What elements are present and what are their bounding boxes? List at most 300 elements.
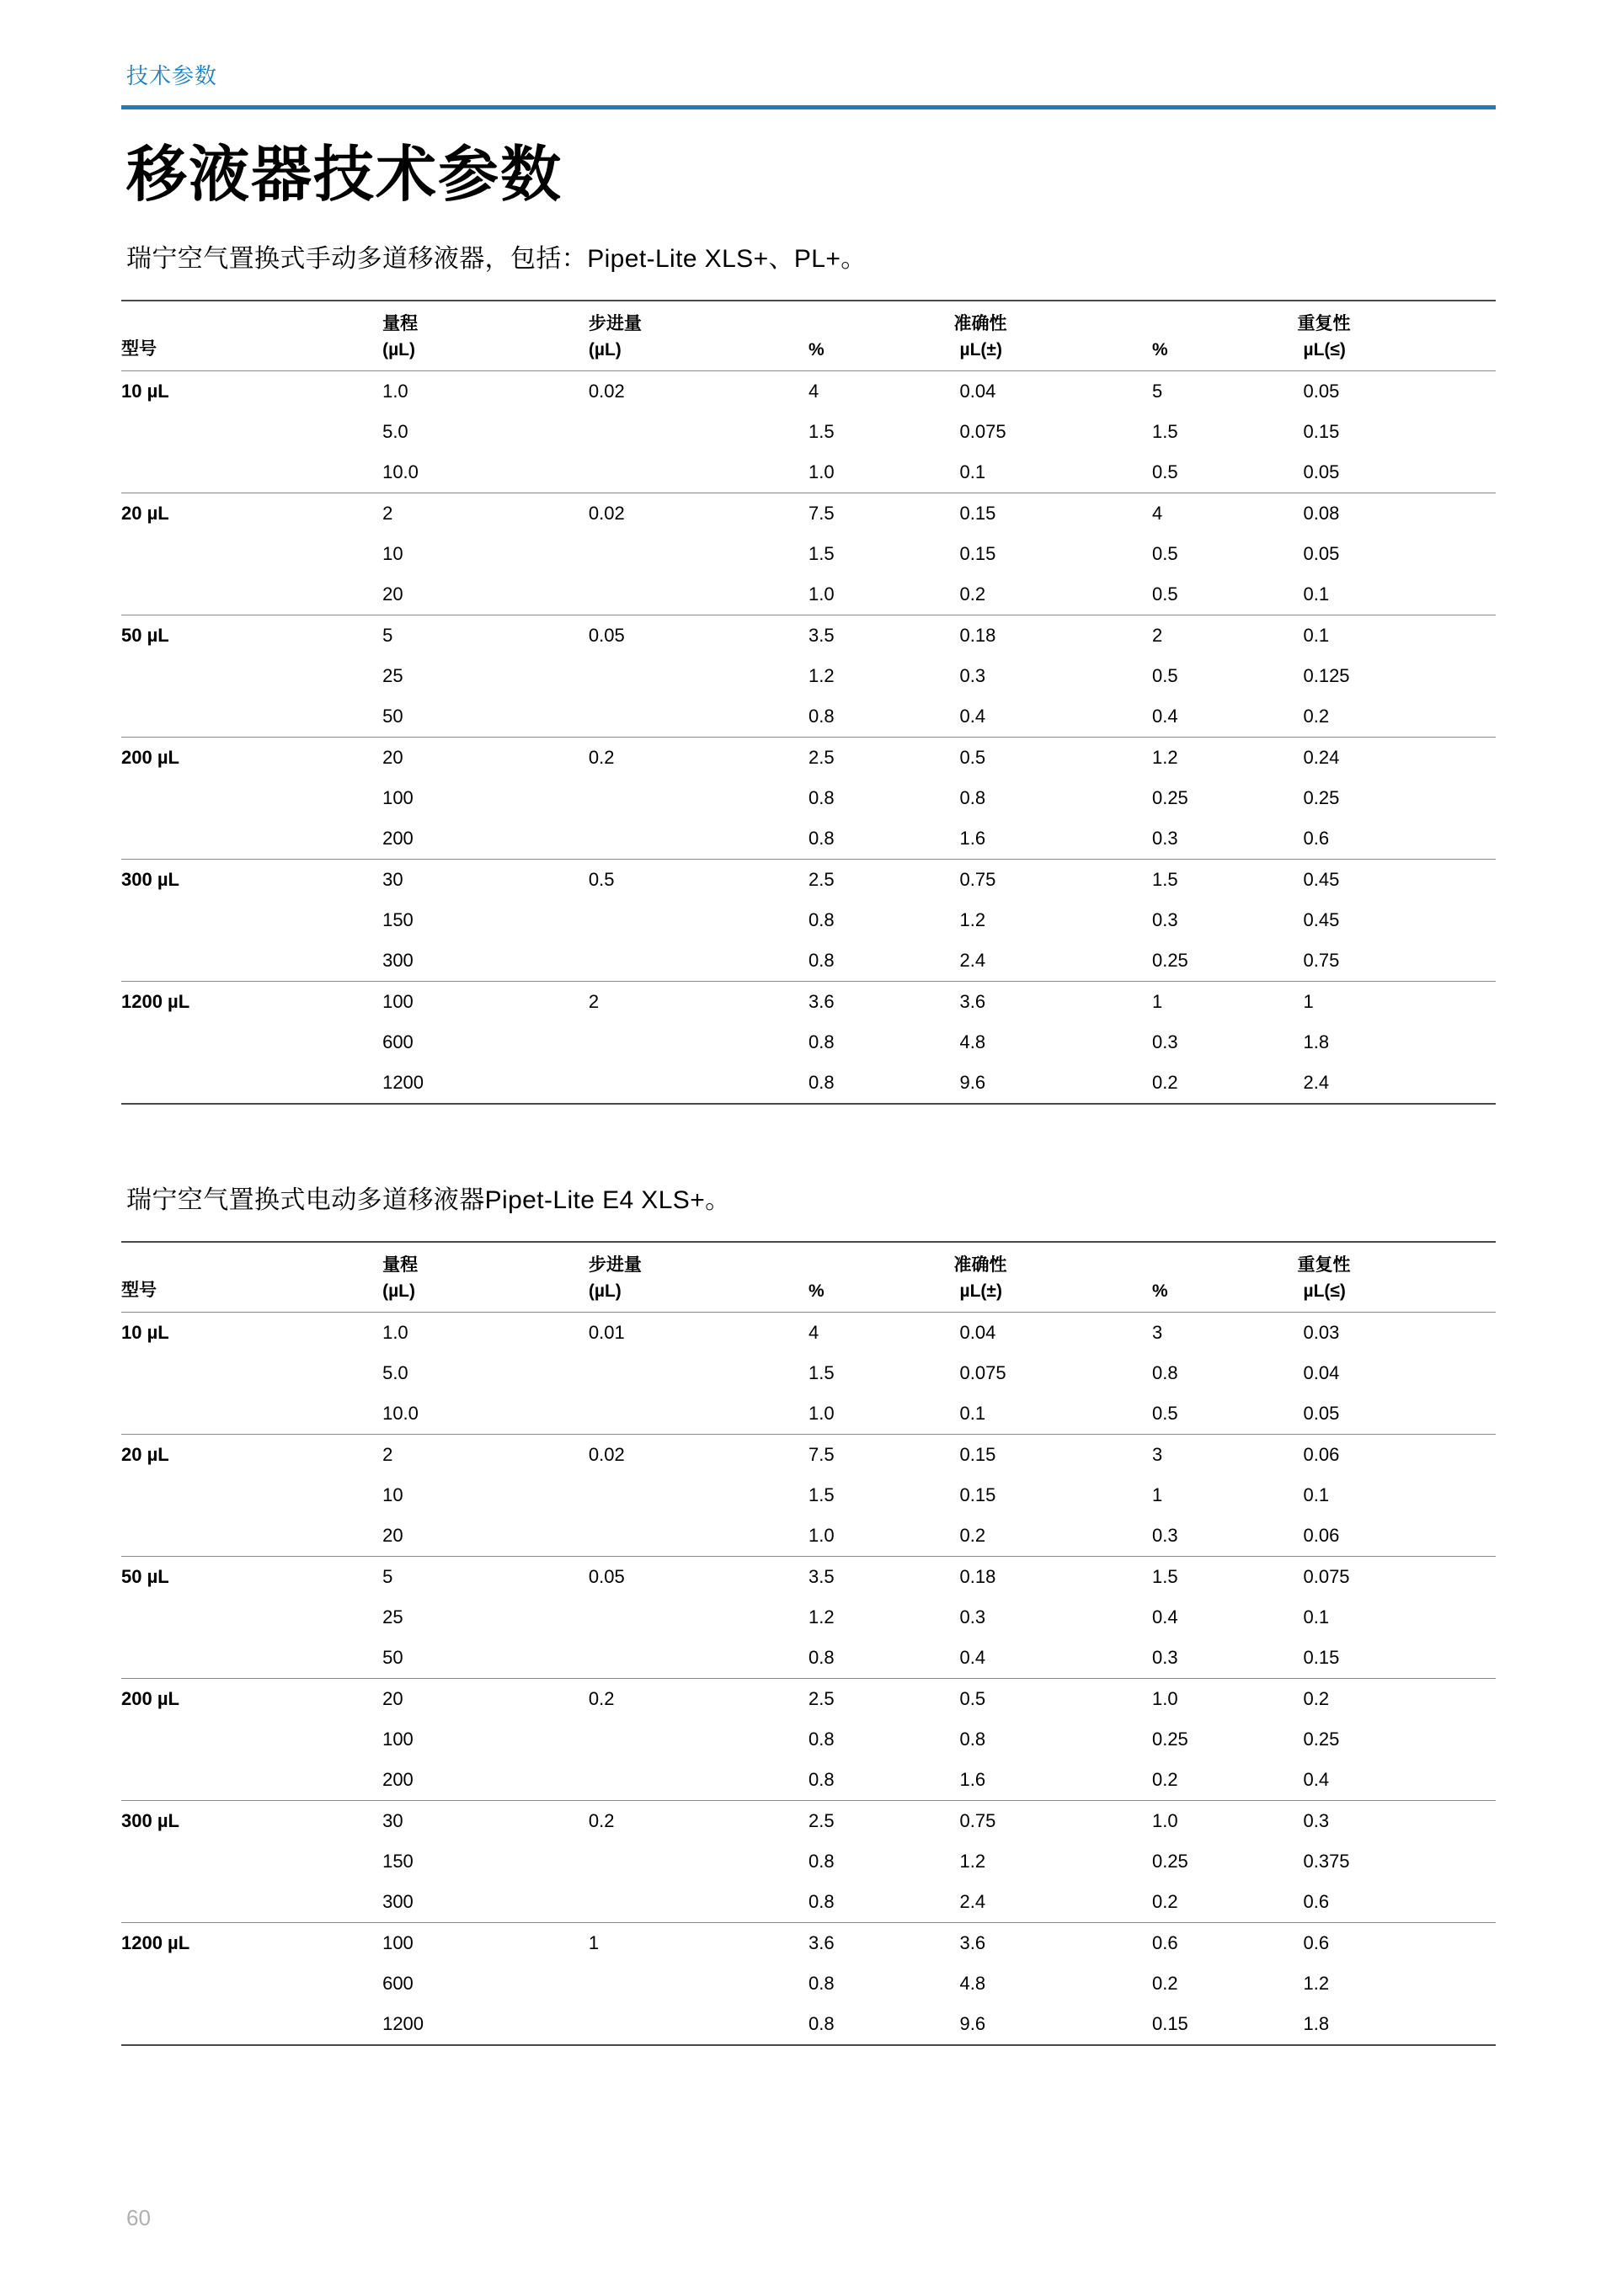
cell-accuracy-ul: 9.6 <box>960 1063 1152 1104</box>
cell-repeatability-ul: 1 <box>1303 981 1496 1022</box>
cell-increment <box>589 412 808 452</box>
cell-increment: 0.01 <box>589 1312 808 1353</box>
cell-accuracy-pct: 1.5 <box>808 420 835 442</box>
cell-model <box>121 1022 382 1063</box>
table-row <box>121 1719 1496 1760</box>
cell-increment <box>589 1841 808 1882</box>
cell-accuracy-pct: 0.8 <box>808 786 835 808</box>
cell-accuracy-ul: 2.4 <box>959 1890 986 1912</box>
cell-repeatability-pct: 0.3 <box>1151 908 1178 930</box>
cell-model <box>121 1393 382 1435</box>
cell-increment: 0.02 <box>589 370 808 412</box>
spec-table-electronic <box>121 1241 1496 2046</box>
cell-range: 2 <box>382 493 589 534</box>
cell-model: 300 µL <box>121 859 382 900</box>
cell-accuracy-pct: 2.5 <box>808 859 960 900</box>
cell-accuracy-ul: 0.75 <box>960 1800 1152 1841</box>
cell-range: 150 <box>382 1850 414 1872</box>
cell-repeatability-ul: 0.1 <box>1303 615 1496 656</box>
cell-repeatability-pct: 1.5 <box>1152 1556 1304 1597</box>
cell-repeatability-ul: 1.8 <box>1303 1031 1330 1052</box>
cell-model: 1200 µL <box>121 981 382 1022</box>
cell-accuracy-ul: 0.075 <box>959 420 1006 442</box>
cell-model: 10 µL <box>121 370 382 412</box>
cell-accuracy-ul: 9.6 <box>960 2004 1152 2045</box>
cell-repeatability-pct: 3 <box>1152 1434 1304 1475</box>
cell-repeatability-ul: 0.75 <box>1303 949 1340 971</box>
cell-repeatability-pct: 0.15 <box>1152 2004 1304 2045</box>
cell-repeatability-ul: 0.25 <box>1303 1728 1340 1750</box>
cell-accuracy-pct: 1.2 <box>808 664 835 686</box>
cell-repeatability-ul: 0.06 <box>1303 1524 1340 1546</box>
cell-increment <box>589 656 808 696</box>
cell-repeatability-pct: 1.5 <box>1151 420 1178 442</box>
cell-repeatability-ul: 0.1 <box>1303 583 1330 605</box>
cell-range: 10 <box>382 1484 403 1505</box>
cell-model <box>121 1353 382 1393</box>
cell-repeatability-pct: 0.8 <box>1151 1361 1178 1383</box>
cell-accuracy-pct: 4 <box>808 1312 960 1353</box>
cell-accuracy-pct: 0.8 <box>808 1972 835 1994</box>
cell-accuracy-ul: 3.6 <box>960 1922 1152 1963</box>
table-row <box>121 412 1496 452</box>
cell-repeatability-ul: 1.8 <box>1303 2004 1496 2045</box>
cell-accuracy-ul: 1.2 <box>959 1850 986 1872</box>
cell-repeatability-ul: 0.375 <box>1303 1850 1350 1872</box>
table-row <box>121 1434 1496 1475</box>
cell-range: 600 <box>382 1031 414 1052</box>
cell-accuracy-pct: 0.8 <box>808 1728 835 1750</box>
cell-range: 300 <box>382 949 414 971</box>
cell-repeatability-pct: 0.3 <box>1151 1524 1178 1546</box>
cell-increment: 0.02 <box>589 493 808 534</box>
cell-model <box>121 1882 382 1923</box>
cell-repeatability-pct: 0.25 <box>1151 1850 1188 1872</box>
cell-model: 20 µL <box>121 1434 382 1475</box>
table-row <box>121 1353 1496 1393</box>
cell-increment <box>589 778 808 818</box>
table-row <box>121 370 1496 412</box>
cell-model <box>121 1063 382 1104</box>
table-row <box>121 1393 1496 1435</box>
cell-repeatability-pct: 1 <box>1152 981 1304 1022</box>
cell-accuracy-pct: 3.6 <box>808 981 960 1022</box>
cell-increment <box>589 696 808 738</box>
cell-accuracy-ul: 0.075 <box>959 1361 1006 1383</box>
cell-repeatability-ul: 0.15 <box>1303 1646 1340 1668</box>
cell-accuracy-pct: 0.8 <box>808 2004 960 2045</box>
cell-repeatability-pct: 0.6 <box>1152 1922 1304 1963</box>
col-header-range: 量程 <box>382 301 589 338</box>
spec-table-manual <box>121 300 1496 1105</box>
cell-model <box>121 1760 382 1801</box>
cell-accuracy-ul: 0.8 <box>959 786 986 808</box>
cell-increment: 1 <box>589 1922 808 1963</box>
col-unit-rep-ul: µL(≤) <box>1303 1280 1496 1313</box>
table-row <box>121 737 1496 778</box>
cell-repeatability-ul: 0.04 <box>1303 1361 1340 1383</box>
cell-repeatability-ul: 0.45 <box>1303 859 1496 900</box>
cell-accuracy-ul: 0.04 <box>960 370 1152 412</box>
table-row <box>121 1516 1496 1557</box>
table-row <box>121 1063 1496 1104</box>
cell-model <box>121 412 382 452</box>
cell-accuracy-ul: 0.3 <box>959 1606 986 1627</box>
cell-accuracy-ul: 0.15 <box>959 1484 996 1505</box>
section-eyebrow: 技术参数 <box>126 63 218 88</box>
cell-repeatability-ul: 0.24 <box>1303 737 1496 778</box>
cell-increment <box>589 1022 808 1063</box>
table-row <box>121 981 1496 1022</box>
cell-model <box>121 1475 382 1516</box>
cell-repeatability-pct: 0.2 <box>1151 1972 1178 1994</box>
cell-repeatability-pct: 0.5 <box>1151 461 1178 482</box>
cell-range: 5.0 <box>382 1361 408 1383</box>
cell-range: 10.0 <box>382 1402 419 1424</box>
cell-accuracy-pct: 2.5 <box>808 1678 960 1719</box>
cell-increment <box>589 1719 808 1760</box>
cell-repeatability-pct: 1.2 <box>1152 737 1304 778</box>
cell-range: 20 <box>382 583 403 605</box>
cell-range: 100 <box>382 1922 589 1963</box>
cell-repeatability-pct: 0.25 <box>1151 1728 1188 1750</box>
col-header-range: 量程 <box>382 1242 589 1280</box>
cell-range: 20 <box>382 737 589 778</box>
cell-repeatability-pct: 0.4 <box>1151 1606 1178 1627</box>
cell-repeatability-pct: 3 <box>1152 1312 1304 1353</box>
cell-accuracy-pct: 3.5 <box>808 1556 960 1597</box>
cell-accuracy-pct: 2.5 <box>808 1800 960 1841</box>
cell-repeatability-pct: 0.2 <box>1151 1890 1178 1912</box>
cell-increment: 2 <box>589 981 808 1022</box>
cell-increment <box>589 1353 808 1393</box>
cell-repeatability-ul: 0.2 <box>1303 705 1330 727</box>
cell-model <box>121 1516 382 1557</box>
table-row <box>121 574 1496 615</box>
cell-increment <box>589 1597 808 1638</box>
cell-accuracy-pct: 0.8 <box>808 1031 835 1052</box>
cell-accuracy-ul: 0.3 <box>959 664 986 686</box>
cell-accuracy-ul: 0.75 <box>960 859 1152 900</box>
cell-accuracy-ul: 0.04 <box>960 1312 1152 1353</box>
cell-range: 25 <box>382 664 403 686</box>
cell-repeatability-pct: 2 <box>1152 615 1304 656</box>
cell-accuracy-ul: 1.2 <box>959 908 986 930</box>
cell-increment <box>589 1393 808 1435</box>
cell-increment: 0.2 <box>589 737 808 778</box>
cell-accuracy-ul: 0.15 <box>960 1434 1152 1475</box>
table-row <box>121 1678 1496 1719</box>
cell-range: 100 <box>382 981 589 1022</box>
cell-model: 200 µL <box>121 1678 382 1719</box>
table-row <box>121 1800 1496 1841</box>
cell-accuracy-pct: 1.0 <box>808 583 835 605</box>
table-row <box>121 2004 1496 2045</box>
col-unit-accuracy-pct: % <box>808 338 960 371</box>
cell-repeatability-pct: 0.25 <box>1151 949 1188 971</box>
cell-range: 25 <box>382 1606 403 1627</box>
cell-repeatability-ul: 0.3 <box>1303 1800 1496 1841</box>
cell-repeatability-ul: 0.15 <box>1303 420 1340 442</box>
cell-repeatability-pct: 0.25 <box>1151 786 1188 808</box>
cell-model <box>121 696 382 738</box>
cell-model <box>121 452 382 493</box>
cell-model <box>121 818 382 860</box>
cell-accuracy-ul: 4.8 <box>959 1972 986 1994</box>
cell-accuracy-pct: 1.0 <box>808 1402 835 1424</box>
cell-range: 1200 <box>382 1063 589 1104</box>
col-header-increment: 步进量 <box>589 1242 808 1280</box>
cell-increment <box>589 1516 808 1557</box>
cell-model: 300 µL <box>121 1800 382 1841</box>
table-row <box>121 1963 1496 2004</box>
table-row <box>121 1556 1496 1597</box>
cell-accuracy-ul: 0.1 <box>959 1402 986 1424</box>
cell-accuracy-pct: 0.8 <box>808 827 835 849</box>
cell-accuracy-pct: 0.8 <box>808 1063 960 1104</box>
page-title: 移液器技术参数 <box>126 141 563 209</box>
cell-accuracy-pct: 3.5 <box>808 615 960 656</box>
table-row <box>121 1597 1496 1638</box>
table-row <box>121 778 1496 818</box>
cell-range: 600 <box>382 1972 414 1994</box>
table-group-header-row <box>121 301 1496 338</box>
cell-range: 1.0 <box>382 370 589 412</box>
cell-increment: 0.05 <box>589 615 808 656</box>
cell-repeatability-ul: 0.075 <box>1303 1556 1496 1597</box>
cell-repeatability-pct: 0.3 <box>1151 1031 1178 1052</box>
cell-accuracy-pct: 7.5 <box>808 1434 960 1475</box>
cell-accuracy-pct: 4 <box>808 370 960 412</box>
cell-accuracy-pct: 0.8 <box>808 705 835 727</box>
cell-model <box>121 1638 382 1679</box>
cell-range: 1.0 <box>382 1312 589 1353</box>
table-row <box>121 1638 1496 1679</box>
cell-repeatability-ul: 0.1 <box>1303 1484 1330 1505</box>
cell-accuracy-ul: 0.1 <box>959 461 986 482</box>
cell-repeatability-pct: 0.5 <box>1151 664 1178 686</box>
cell-repeatability-ul: 0.6 <box>1303 827 1330 849</box>
cell-model <box>121 940 382 982</box>
cell-increment <box>589 818 808 860</box>
cell-accuracy-ul: 0.8 <box>959 1728 986 1750</box>
cell-accuracy-ul: 2.4 <box>959 949 986 971</box>
cell-increment <box>589 1963 808 2004</box>
cell-model <box>121 1597 382 1638</box>
cell-accuracy-ul: 0.4 <box>959 1646 986 1668</box>
table-row <box>121 1760 1496 1801</box>
cell-increment: 0.2 <box>589 1800 808 1841</box>
cell-repeatability-pct: 0.5 <box>1151 583 1178 605</box>
cell-accuracy-ul: 0.15 <box>960 493 1152 534</box>
header-rule <box>121 105 1496 109</box>
cell-range: 200 <box>382 1768 414 1790</box>
cell-accuracy-ul: 0.18 <box>960 615 1152 656</box>
cell-accuracy-pct: 1.5 <box>808 542 835 564</box>
cell-repeatability-ul: 0.45 <box>1303 908 1340 930</box>
table-row <box>121 900 1496 940</box>
col-header-model: 型号 <box>121 301 382 371</box>
col-unit-accuracy-ul: µL(±) <box>960 338 1152 371</box>
col-unit-range: (µL) <box>382 338 589 371</box>
cell-repeatability-ul: 2.4 <box>1303 1063 1496 1104</box>
table-row <box>121 818 1496 860</box>
table-head <box>121 1242 1496 1313</box>
cell-range: 100 <box>382 786 414 808</box>
col-header-repeatability: 重复性 <box>1152 1242 1496 1280</box>
cell-increment <box>589 534 808 574</box>
cell-repeatability-pct: 1 <box>1151 1484 1163 1505</box>
table-head <box>121 301 1496 371</box>
page-content <box>121 0 1496 2231</box>
col-unit-range: (µL) <box>382 1280 589 1313</box>
page-footer <box>121 2105 1496 2231</box>
cell-model: 50 µL <box>121 1556 382 1597</box>
cell-accuracy-ul: 3.6 <box>960 981 1152 1022</box>
cell-increment: 0.02 <box>589 1434 808 1475</box>
cell-accuracy-pct: 1.2 <box>808 1606 835 1627</box>
cell-repeatability-pct: 1.5 <box>1152 859 1304 900</box>
cell-repeatability-pct: 4 <box>1152 493 1304 534</box>
col-unit-rep-ul: µL(≤) <box>1303 338 1496 371</box>
cell-repeatability-pct: 1.0 <box>1152 1800 1304 1841</box>
col-header-repeatability: 重复性 <box>1152 301 1496 338</box>
cell-accuracy-ul: 0.2 <box>959 1524 986 1546</box>
cell-repeatability-ul: 0.125 <box>1303 664 1350 686</box>
cell-accuracy-ul: 1.6 <box>959 1768 986 1790</box>
cell-accuracy-ul: 0.5 <box>960 1678 1152 1719</box>
cell-model <box>121 900 382 940</box>
cell-accuracy-ul: 0.5 <box>960 737 1152 778</box>
cell-accuracy-pct: 0.8 <box>808 949 835 971</box>
cell-repeatability-pct: 0.4 <box>1151 705 1178 727</box>
table-row <box>121 1882 1496 1923</box>
cell-accuracy-pct: 7.5 <box>808 493 960 534</box>
table-group-header-row <box>121 1242 1496 1280</box>
cell-repeatability-pct: 5 <box>1152 370 1304 412</box>
col-unit-increment: (µL) <box>589 338 808 371</box>
cell-accuracy-pct: 0.8 <box>808 1768 835 1790</box>
cell-repeatability-ul: 0.03 <box>1303 1312 1496 1353</box>
col-unit-accuracy-ul: µL(±) <box>960 1280 1152 1313</box>
cell-repeatability-ul: 0.6 <box>1303 1922 1496 1963</box>
cell-range: 30 <box>382 1800 589 1841</box>
cell-increment <box>589 574 808 615</box>
cell-model <box>121 534 382 574</box>
table-row <box>121 1475 1496 1516</box>
cell-repeatability-ul: 0.06 <box>1303 1434 1496 1475</box>
col-header-accuracy: 准确性 <box>808 301 1152 338</box>
cell-increment <box>589 1760 808 1801</box>
cell-increment <box>589 1882 808 1923</box>
cell-range: 5 <box>382 1556 589 1597</box>
col-unit-rep-pct: % <box>1152 338 1304 371</box>
cell-model: 200 µL <box>121 737 382 778</box>
cell-repeatability-pct: 0.2 <box>1152 1063 1304 1104</box>
cell-accuracy-ul: 4.8 <box>959 1031 986 1052</box>
cell-model <box>121 1841 382 1882</box>
cell-repeatability-ul: 0.05 <box>1303 461 1340 482</box>
cell-model <box>121 656 382 696</box>
cell-range: 10.0 <box>382 461 419 482</box>
table-row <box>121 1022 1496 1063</box>
table-row <box>121 1922 1496 1963</box>
table-row <box>121 493 1496 534</box>
cell-accuracy-pct: 0.8 <box>808 1850 835 1872</box>
cell-repeatability-ul: 0.4 <box>1303 1768 1330 1790</box>
cell-range: 300 <box>382 1890 414 1912</box>
cell-repeatability-ul: 0.08 <box>1303 493 1496 534</box>
cell-range: 50 <box>382 1646 403 1668</box>
cell-increment <box>589 1638 808 1679</box>
cell-accuracy-ul: 0.4 <box>959 705 986 727</box>
cell-accuracy-pct: 2.5 <box>808 737 960 778</box>
cell-repeatability-ul: 1.2 <box>1303 1972 1330 1994</box>
table-row <box>121 1312 1496 1353</box>
page-number: 60 <box>126 2204 151 2230</box>
cell-increment <box>589 940 808 982</box>
cell-range: 50 <box>382 705 403 727</box>
cell-model <box>121 778 382 818</box>
cell-increment <box>589 1063 808 1104</box>
cell-accuracy-ul: 0.18 <box>960 1556 1152 1597</box>
col-header-model: 型号 <box>121 1242 382 1313</box>
cell-repeatability-pct: 0.2 <box>1151 1768 1178 1790</box>
cell-model: 10 µL <box>121 1312 382 1353</box>
table-row <box>121 696 1496 738</box>
cell-model <box>121 1719 382 1760</box>
cell-repeatability-ul: 0.05 <box>1303 370 1496 412</box>
table-row <box>121 940 1496 982</box>
table-row <box>121 615 1496 656</box>
cell-range: 30 <box>382 859 589 900</box>
cell-model: 20 µL <box>121 493 382 534</box>
cell-model <box>121 1963 382 2004</box>
cell-accuracy-pct: 3.6 <box>808 1922 960 1963</box>
cell-accuracy-ul: 0.15 <box>959 542 996 564</box>
table-body-electronic <box>121 1312 1496 2045</box>
cell-range: 150 <box>382 908 414 930</box>
cell-repeatability-ul: 0.25 <box>1303 786 1340 808</box>
table-row <box>121 1841 1496 1882</box>
cell-increment <box>589 2004 808 2045</box>
cell-repeatability-ul: 0.1 <box>1303 1606 1330 1627</box>
table-row <box>121 534 1496 574</box>
cell-accuracy-pct: 0.8 <box>808 908 835 930</box>
cell-increment <box>589 452 808 493</box>
table-row <box>121 452 1496 493</box>
cell-model: 50 µL <box>121 615 382 656</box>
cell-increment: 0.05 <box>589 1556 808 1597</box>
section-1-intro: 瑞宁空气置换式手动多道移液器，包括：Pipet-Lite XLS+、PL+。 <box>126 244 867 273</box>
cell-range: 200 <box>382 827 414 849</box>
cell-model <box>121 574 382 615</box>
cell-repeatability-pct: 0.5 <box>1151 542 1178 564</box>
cell-increment: 0.5 <box>589 859 808 900</box>
table-body-manual <box>121 370 1496 1104</box>
cell-range: 2 <box>382 1434 589 1475</box>
col-header-increment: 步进量 <box>589 301 808 338</box>
cell-accuracy-ul: 1.6 <box>959 827 986 849</box>
table-row <box>121 859 1496 900</box>
col-unit-accuracy-pct: % <box>808 1280 960 1313</box>
cell-accuracy-pct: 0.8 <box>808 1890 835 1912</box>
col-unit-increment: (µL) <box>589 1280 808 1313</box>
cell-accuracy-pct: 1.0 <box>808 1524 835 1546</box>
cell-increment: 0.2 <box>589 1678 808 1719</box>
section-2-intro: 瑞宁空气置换式电动多道移液器Pipet-Lite E4 XLS+。 <box>126 1185 731 1214</box>
cell-repeatability-ul: 0.05 <box>1303 1402 1340 1424</box>
